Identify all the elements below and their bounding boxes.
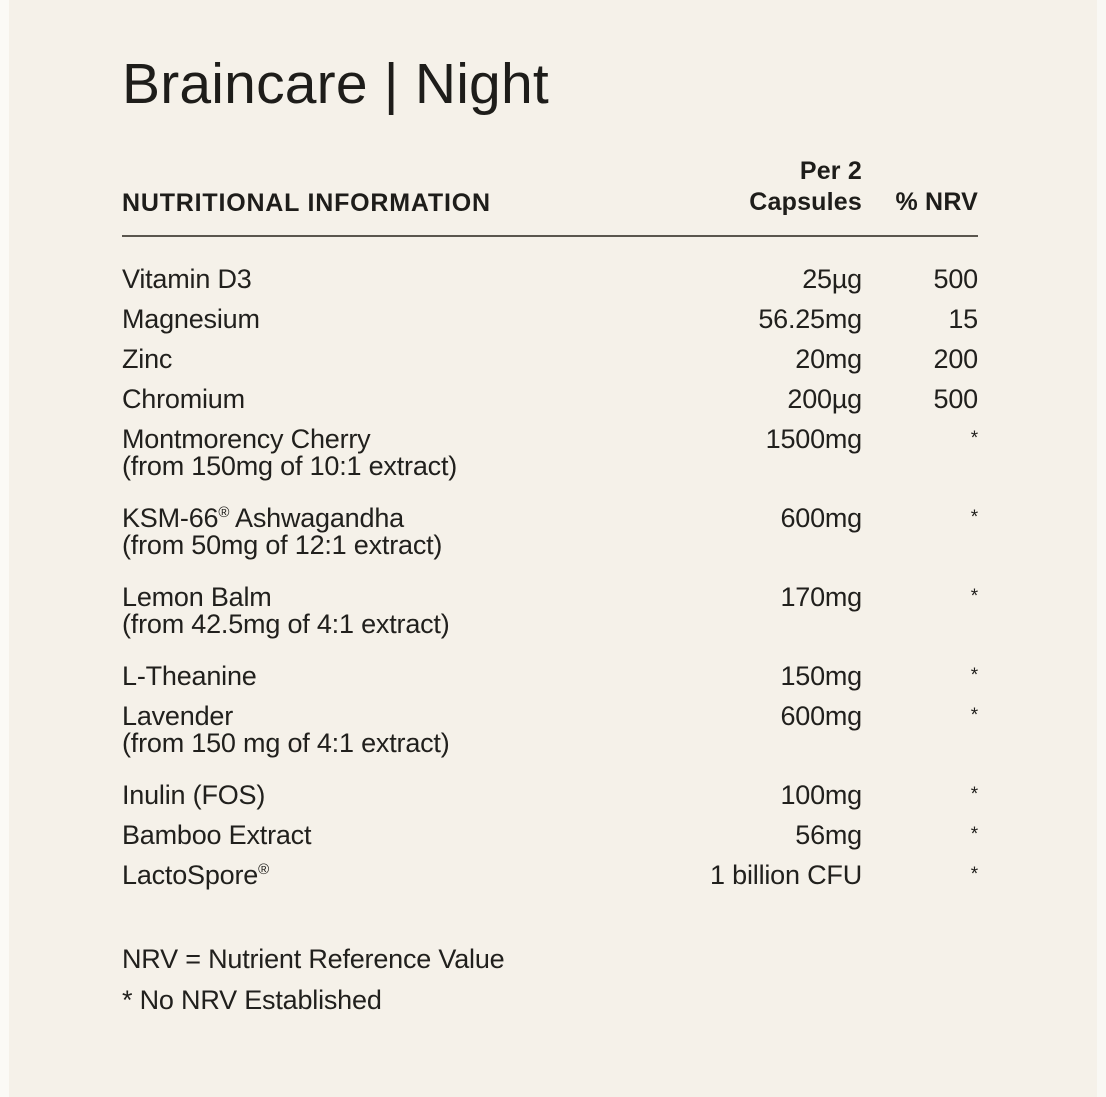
table-row bbox=[122, 505, 978, 559]
ingredient-name: Lavender bbox=[122, 701, 233, 731]
header-nutritional-information: NUTRITIONAL INFORMATION bbox=[122, 189, 491, 217]
ingredient-extract-note: (from 50mg of 12:1 extract) bbox=[122, 530, 443, 560]
footnotes bbox=[122, 946, 978, 1014]
table-row bbox=[122, 306, 978, 333]
ingredient-name: Inulin (FOS) bbox=[122, 780, 266, 810]
nrv-value: 200 bbox=[933, 344, 978, 374]
table-row bbox=[122, 703, 978, 757]
table-row bbox=[122, 266, 978, 293]
table-row bbox=[122, 862, 978, 889]
ingredient-name-cell bbox=[122, 426, 686, 480]
nrv-value: * bbox=[970, 428, 978, 449]
nrv-value: 500 bbox=[933, 264, 978, 294]
table-header bbox=[122, 156, 978, 218]
amount-per-2-capsules-value: 25µg bbox=[802, 264, 862, 294]
ingredient-name-cell bbox=[122, 862, 686, 889]
ingredient-name-cell bbox=[122, 822, 686, 849]
amount-per-2-capsules-value: 600mg bbox=[780, 503, 862, 533]
amount-per-2-capsules-value: 56.25mg bbox=[758, 304, 862, 334]
ingredient-name-cell bbox=[122, 505, 686, 559]
nutrition-table-body bbox=[122, 266, 978, 889]
ingredient-name: Chromium bbox=[122, 384, 245, 414]
table-row bbox=[122, 822, 978, 849]
ingredient-name: Magnesium bbox=[122, 304, 260, 334]
header-percent-nrv: % NRV bbox=[895, 188, 978, 216]
ingredient-name: Montmorency Cherry bbox=[122, 424, 371, 454]
table-row bbox=[122, 386, 978, 413]
header-per-2-line1: Per 2 bbox=[799, 157, 862, 185]
ingredient-name: Lemon Balm bbox=[122, 582, 272, 612]
amount-per-2-capsules-value: 1500mg bbox=[765, 424, 862, 454]
ingredient-name: Zinc bbox=[122, 344, 173, 374]
ingredient-name-cell bbox=[122, 346, 686, 373]
header-per-2-line2: Capsules bbox=[749, 188, 862, 216]
table-row bbox=[122, 663, 978, 690]
ingredient-extract-note: (from 150mg of 10:1 extract) bbox=[122, 451, 458, 481]
ingredient-name-cell bbox=[122, 663, 686, 690]
footnote-no-nrv-established: * No NRV Established bbox=[122, 985, 382, 1015]
table-row bbox=[122, 426, 978, 480]
nrv-value: * bbox=[970, 864, 978, 885]
table-row bbox=[122, 782, 978, 809]
ingredient-name-cell bbox=[122, 386, 686, 413]
ingredient-extract-note: (from 150 mg of 4:1 extract) bbox=[122, 728, 450, 758]
page-title: Braincare | Night bbox=[122, 52, 549, 116]
ingredient-name-cell bbox=[122, 703, 686, 757]
nrv-value: * bbox=[970, 824, 978, 845]
header-divider bbox=[122, 235, 978, 237]
amount-per-2-capsules-value: 20mg bbox=[795, 344, 862, 374]
ingredient-extract-note: (from 42.5mg of 4:1 extract) bbox=[122, 609, 450, 639]
amount-per-2-capsules-value: 56mg bbox=[795, 820, 862, 850]
nrv-value: * bbox=[970, 586, 978, 607]
nrv-value: * bbox=[970, 784, 978, 805]
ingredient-name: KSM-66® Ashwagandha bbox=[122, 503, 404, 533]
ingredient-name-cell bbox=[122, 306, 686, 333]
amount-per-2-capsules-value: 600mg bbox=[780, 701, 862, 731]
ingredient-name-cell bbox=[122, 584, 686, 638]
nrv-value: 500 bbox=[933, 384, 978, 414]
amount-per-2-capsules-value: 170mg bbox=[780, 582, 862, 612]
nrv-value: * bbox=[970, 507, 978, 528]
nrv-value: * bbox=[970, 705, 978, 726]
footnote-nrv-definition: NRV = Nutrient Reference Value bbox=[122, 944, 505, 974]
amount-per-2-capsules-value: 150mg bbox=[780, 661, 862, 691]
amount-per-2-capsules-value: 100mg bbox=[780, 780, 862, 810]
ingredient-name-cell bbox=[122, 266, 686, 293]
ingredient-name: Bamboo Extract bbox=[122, 820, 312, 850]
label-content bbox=[9, 0, 1097, 1097]
ingredient-name: Vitamin D3 bbox=[122, 264, 252, 294]
ingredient-name: L-Theanine bbox=[122, 661, 257, 691]
amount-per-2-capsules-value: 200µg bbox=[787, 384, 862, 414]
table-row bbox=[122, 584, 978, 638]
amount-per-2-capsules-value: 1 billion CFU bbox=[710, 860, 862, 890]
header-per-2-capsules bbox=[686, 156, 862, 218]
table-row bbox=[122, 346, 978, 373]
nrv-value: * bbox=[970, 665, 978, 686]
nrv-value: 15 bbox=[948, 304, 978, 334]
ingredient-name: LactoSpore® bbox=[122, 860, 269, 890]
ingredient-name-cell bbox=[122, 782, 686, 809]
